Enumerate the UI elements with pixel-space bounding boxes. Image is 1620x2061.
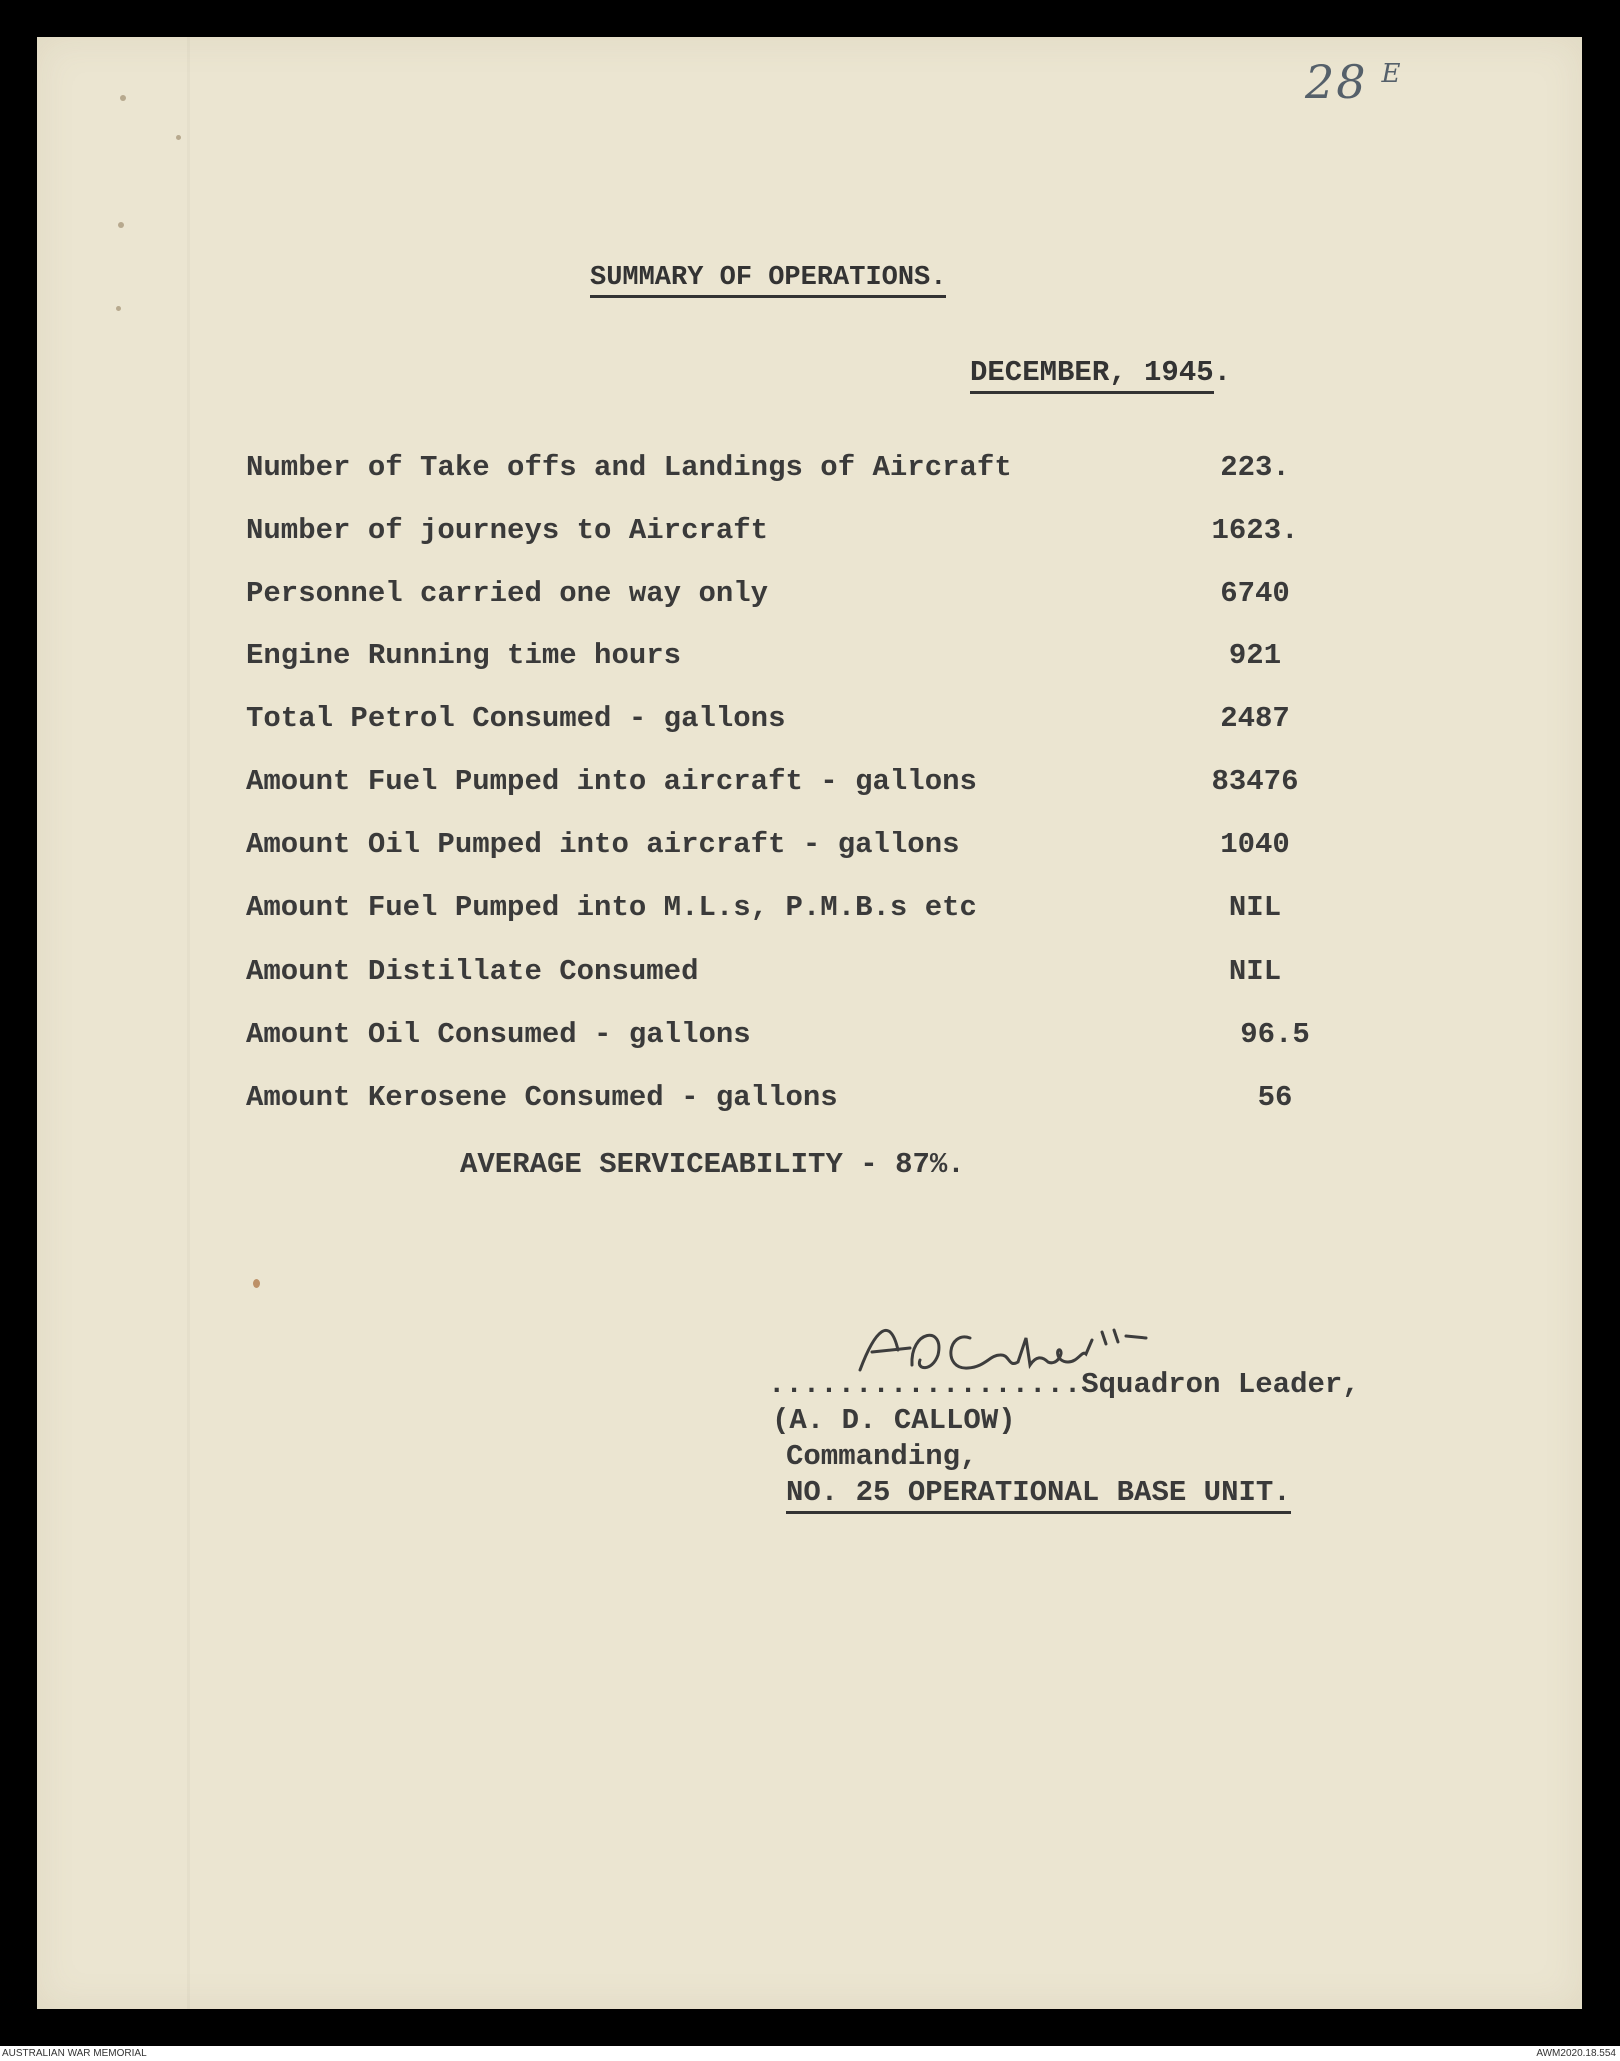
paper-mark — [253, 1279, 260, 1288]
row-label: Amount Distillate Consumed — [246, 955, 699, 988]
report-date: DECEMBER, 1945. — [970, 356, 1231, 389]
row-value: 56 — [1257, 1081, 1293, 1114]
paper-mark — [120, 95, 126, 101]
row-label: Personnel carried one way only — [246, 577, 769, 610]
signatory-name: (A. D. CALLOW) — [772, 1404, 1016, 1437]
row-label: Total Petrol Consumed - gallons — [246, 702, 786, 735]
row-label: Number of journeys to Aircraft — [246, 514, 769, 547]
row-label: Amount Fuel Pumped into M.L.s, P.M.B.s etc — [246, 891, 977, 924]
handwritten-page-number: 28 $^E$ — [1305, 55, 1403, 109]
footer-accession-number: AWM2020.18.554 — [1536, 2048, 1616, 2059]
signature-line: ..................Squadron Leader, — [768, 1368, 1360, 1401]
row-value: NIL — [1228, 955, 1282, 988]
page-title: SUMMARY OF OPERATIONS. — [590, 263, 946, 298]
row-label: Amount Oil Pumped into aircraft - gallons — [246, 828, 960, 861]
paper-mark — [176, 135, 181, 140]
row-value: NIL — [1228, 891, 1282, 924]
average-serviceability: AVERAGE SERVICEABILITY - 87%. — [460, 1148, 965, 1181]
row-value: 96.5 — [1240, 1018, 1310, 1051]
row-value: 1623. — [1211, 514, 1299, 547]
paper-mark — [118, 222, 124, 228]
row-label: Amount Fuel Pumped into aircraft - gallons — [246, 765, 977, 798]
paper-mark — [116, 306, 121, 311]
row-value: 83476 — [1211, 765, 1299, 798]
row-value: 6740 — [1220, 577, 1290, 610]
row-label: Amount Kerosene Consumed - gallons — [246, 1081, 838, 1114]
signatory-role: Commanding, — [786, 1440, 978, 1473]
row-value: 1040 — [1220, 828, 1290, 861]
row-label: Number of Take offs and Landings of Aircraft — [246, 451, 1012, 484]
row-label: Amount Oil Consumed - gallons — [246, 1018, 751, 1051]
signatory-unit: NO. 25 OPERATIONAL BASE UNIT. — [786, 1476, 1291, 1514]
row-value: 2487 — [1220, 702, 1290, 735]
row-value: 921 — [1228, 639, 1282, 672]
footer-archive-name: AUSTRALIAN WAR MEMORIAL — [2, 2048, 147, 2059]
row-label: Engine Running time hours — [246, 639, 682, 672]
row-value: 223. — [1220, 451, 1290, 484]
